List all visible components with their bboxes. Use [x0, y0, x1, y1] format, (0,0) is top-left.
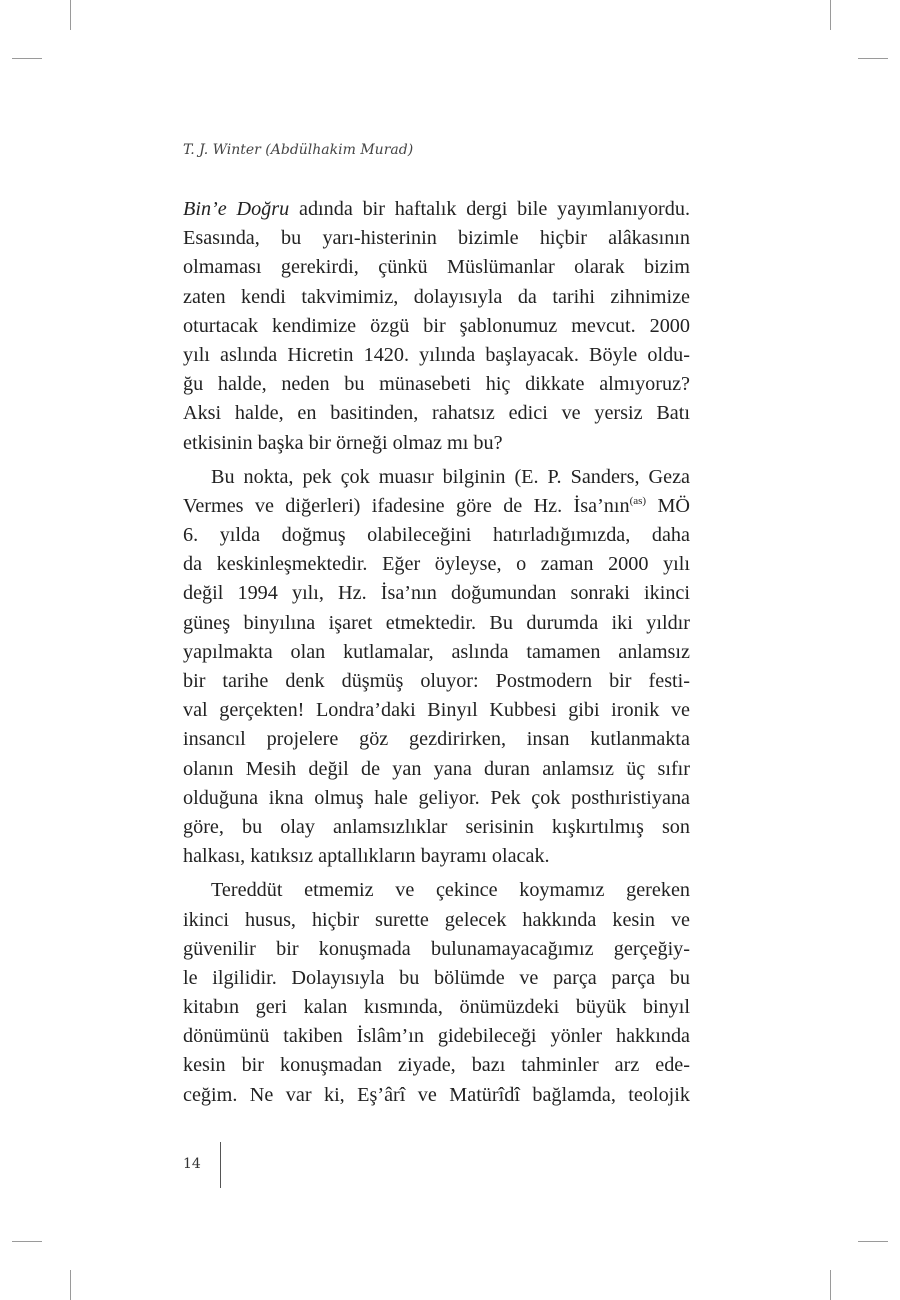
text-line: Bu nokta, pek çok muasır bilginin (E. P. Sanders, Geza — [211, 465, 690, 488]
crop-mark — [12, 1241, 42, 1242]
italic-title: Bin’e Doğru — [183, 198, 290, 220]
crop-mark — [858, 1241, 888, 1242]
running-head: T. J. Winter (Abdülhakim Murad) — [183, 142, 414, 158]
text-line: göre, bu olay anlamsızlıklar serisinin kışkırtılmış son — [183, 815, 690, 838]
folio-divider — [220, 1142, 221, 1188]
text-line: ikinci husus, hiçbir surette gelecek hakkında kesin ve — [183, 908, 690, 931]
text-line: zaten kendi takvimimiz, dolayısıyla da tarihi zihnimize — [183, 285, 690, 308]
text-line: insancıl projelere göz gezdirirken, insan kutlanmakta — [183, 728, 690, 751]
text-line: bir tarihe denk düşmüş oluyor: Postmodern bir festi- — [183, 670, 690, 692]
text-line: Bin’e Doğru adında bir haftalık dergi bile yayımlanıyordu. — [183, 198, 691, 220]
crop-mark — [830, 0, 831, 30]
text-line: güvenilir bir konuşmada bulunamayacağımız gerçeğiy- — [183, 937, 690, 960]
crop-mark — [70, 1270, 71, 1300]
text-line: yapılmakta olan kutlamalar, aslında tamamen anlamsız — [183, 640, 690, 663]
text-line: etkisinin başka bir örneği olmaz mı bu? — [183, 431, 503, 454]
text-line: 6. yılda doğmuş olabileceğini hatırladığımızda, daha — [183, 524, 690, 547]
crop-mark — [12, 58, 42, 59]
text-line: olmaması gerekirdi, çünkü Müslümanlar olarak bizim — [183, 256, 690, 279]
text-line: da keskinleşmektedir. Eğer öyleyse, o zaman 2000 yılı — [183, 553, 690, 576]
body-text — [183, 195, 690, 1110]
text-line: halkası, katıksız aptallıkların bayramı olacak. — [183, 845, 550, 868]
text-line: Vermes ve diğerleri) ifadesine göre de Hz. İsa’nın$^{(as)}$ MÖ — [183, 494, 690, 517]
text-line: kitabın geri kalan kısmında, önümüzdeki büyük binyıl — [183, 996, 690, 1019]
text-line: kesin bir konuşmadan ziyade, bazı tahminler arz ede- — [183, 1054, 690, 1077]
text-line: ceğim. Ne var ki, Eş’ârî ve Matürîdî bağlamda, teolojik — [183, 1083, 690, 1106]
text-line: olanın Mesih değil de yan yana duran anlamsız üç sıfır — [183, 757, 690, 780]
text-line: Tereddüt etmemiz ve çekince koymamız gereken — [211, 879, 690, 902]
text-line: değil 1994 yılı, Hz. İsa’nın doğumundan sonraki ikinci — [183, 582, 690, 605]
honorific-superscript: (as) — [629, 494, 647, 507]
paragraph — [183, 876, 690, 1110]
crop-mark — [858, 58, 888, 59]
text-line: Esasında, bu yarı-histerinin bizimle hiçbir alâkasının — [183, 227, 690, 250]
crop-mark — [830, 1270, 831, 1300]
paragraph — [183, 463, 690, 872]
text-line: dönümünü takiben İslâm’ın gidebileceği yönler hakkında — [183, 1025, 690, 1048]
page-number: 14 — [183, 1156, 201, 1172]
text-line: yılı aslında Hicretin 1420. yılında başlayacak. Böyle oldu- — [183, 343, 690, 366]
text-line: ğu halde, neden bu münasebeti hiç dikkate almıyoruz? — [183, 373, 690, 396]
text-line: oturtacak kendimize özgü bir şablonumuz mevcut. 2000 — [183, 314, 690, 337]
text-line: Aksi halde, en basitinden, rahatsız edici ve yersiz Batı — [183, 402, 690, 425]
text-line: güneş binyılına işaret etmektedir. Bu durumda iki yıldır — [183, 611, 690, 634]
crop-mark — [70, 0, 71, 30]
text-line: val gerçekten! Londra’daki Binyıl Kubbesi gibi ironik ve — [183, 699, 690, 722]
text-line: le ilgilidir. Dolayısıyla bu bölümde ve parça parça bu — [183, 966, 690, 989]
paragraph — [183, 195, 690, 458]
text-line: olduğuna ikna olmuş hale geliyor. Pek çok posthıristiyana — [183, 786, 690, 809]
